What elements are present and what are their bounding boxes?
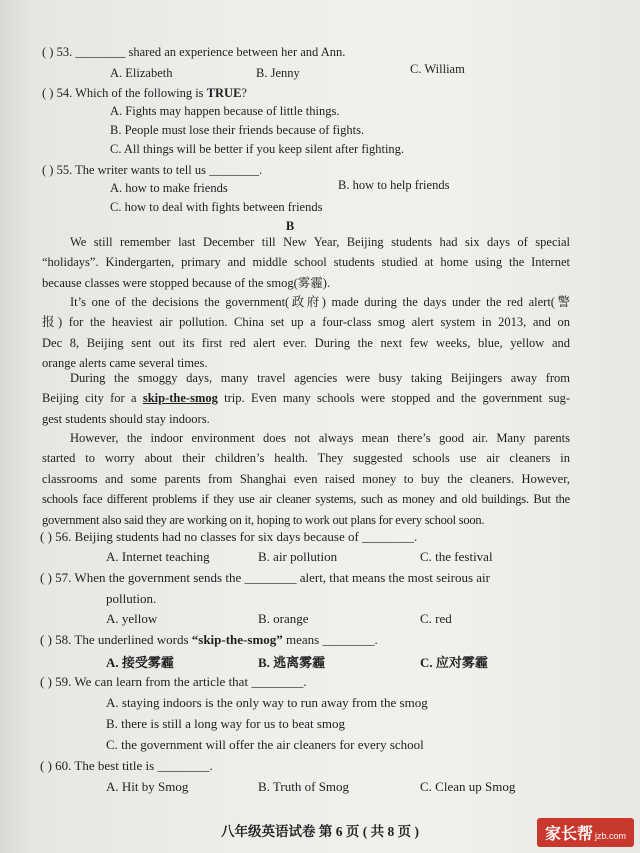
q54-option-a: A. Fights may happen because of little things. xyxy=(110,104,340,118)
passage-paragraph-1 xyxy=(42,232,570,293)
q58-stem-bold: “skip-the-smog” xyxy=(191,632,283,647)
passage-paragraph-2 xyxy=(42,292,570,374)
p3-line-2-post: trip. Even many schools were stopped and the government sug- xyxy=(217,391,570,406)
p3-line-1: During the smoggy days, many travel agencies were busy taking Beijingers away from xyxy=(70,371,570,385)
passage-paragraph-4 xyxy=(42,428,570,530)
p2-line-3: Dec 8, Beijing sent out its first red alert ever. During the next few weeks, blue, yellow and xyxy=(42,335,570,350)
q54-stem-text: ( ) 54. Which of the following is xyxy=(42,86,207,100)
q54-option-b: B. People must lose their friends because of fights. xyxy=(110,123,365,137)
p3-line-3: gest students should stay indoors. xyxy=(42,411,210,426)
q57-option-a: A. yellow xyxy=(106,611,158,626)
q54-stem xyxy=(42,85,247,101)
p2-line-1: It’s one of the decisions the government(政府) made during the days under the red alert(警 xyxy=(70,295,570,309)
q59-stem: ( ) 59. We can learn from the article that ________. xyxy=(40,674,307,689)
q58-stem-pre: ( ) 58. The underlined words xyxy=(40,632,192,647)
q55-option-c: C. how to deal with fights between friends xyxy=(110,200,323,214)
q58-stem xyxy=(40,632,378,648)
p4-line-1: However, the indoor environment does not always mean there’s good air. Many parents xyxy=(70,431,570,445)
q54-option-c: C. All things will be better if you keep silent after fighting. xyxy=(110,142,405,156)
page-edge-shadow xyxy=(0,0,36,853)
p1-line-2: “holidays”. Kindergarten, primary and middle school students studied at home using the Internet xyxy=(42,255,570,270)
q60-option-a: A. Hit by Smog xyxy=(106,779,189,794)
p1-line-1: We still remember last December till New Year, Beijing students had six days of special xyxy=(70,235,570,249)
logo-text: 家长帮 xyxy=(544,826,593,843)
p4-line-4: schools face different problems if they use air cleaner systems, such as money and old buildings. But the xyxy=(42,492,570,507)
p4-line-5: government also said they are working on it, hoping to work out plans for every school soon. xyxy=(42,512,485,527)
site-logo[interactable] xyxy=(537,818,634,847)
q57-option-b: B. orange xyxy=(258,611,309,626)
q57-stem: ( ) 57. When the government sends the ________ alert, that means the most seirous air xyxy=(40,570,490,585)
q55-option-a: A. how to make friends xyxy=(110,181,228,195)
q58-stem-post: means ________. xyxy=(282,632,378,647)
q58-option-b: B. 逃离雾霾 xyxy=(258,655,326,670)
p4-line-2: started to worry about their children’s health. They suggested schools use air cleaners in xyxy=(42,451,570,466)
q54-stem-end: ? xyxy=(241,86,247,100)
p3-line-2-pre: Beijing city for a xyxy=(42,391,143,406)
p1-line-3: because classes were stopped because of the smog(雾霾). xyxy=(42,275,331,290)
q60-option-c: C. Clean up Smog xyxy=(420,779,516,794)
p4-line-3: classrooms and some parents from Shanghai even raised money to buy the cleaners. However, xyxy=(42,471,570,486)
q59-option-c: C. the government will offer the air cleaners for every school xyxy=(106,737,424,752)
q55-option-b: B. how to help friends xyxy=(338,178,450,192)
q53-stem: ( ) 53. ________ shared an experience between her and Ann. xyxy=(42,45,346,59)
p2-line-2: 报) for the heaviest air pollution. China set up a four-class smog alert system in 2013, and on xyxy=(42,315,570,330)
q54-stem-bold: TRUE xyxy=(206,86,242,100)
q55-stem: ( ) 55. The writer wants to tell us ________. xyxy=(42,163,263,177)
q60-stem: ( ) 60. The best title is ________. xyxy=(40,758,213,773)
q58-option-a: A. 接受雾霾 xyxy=(106,655,174,670)
q53-option-c: C. William xyxy=(410,62,465,76)
q56-option-a: A. Internet teaching xyxy=(106,549,210,564)
page-footer: 八年级英语试卷 第 6 页 ( 共 8 页 ) xyxy=(221,824,419,839)
q59-option-a: A. staying indoors is the only way to run away from the smog xyxy=(106,695,428,710)
skip-the-smog-underlined: skip-the-smog xyxy=(142,391,218,406)
q56-stem: ( ) 56. Beijing students had no classes for six days because of ________. xyxy=(40,529,418,544)
q53-option-a: A. Elizabeth xyxy=(110,66,173,80)
q57-option-c: C. red xyxy=(420,611,452,626)
logo-subtext: jzb.com xyxy=(594,831,626,841)
q57-stem-line2: pollution. xyxy=(106,591,157,606)
q60-option-b: B. Truth of Smog xyxy=(258,779,350,794)
q58-option-c: C. 应对雾霾 xyxy=(420,655,488,670)
passage-paragraph-3 xyxy=(42,368,570,429)
q53-option-b: B. Jenny xyxy=(256,66,300,80)
q56-option-b: B. air pollution xyxy=(258,549,338,564)
section-b-heading: B xyxy=(285,219,295,233)
q56-option-c: C. the festival xyxy=(420,549,493,564)
p2-line-4: orange alerts came several times. xyxy=(42,356,208,371)
q59-option-b: B. there is still a long way for us to beat smog xyxy=(106,716,346,731)
p3-line-2 xyxy=(42,388,570,408)
